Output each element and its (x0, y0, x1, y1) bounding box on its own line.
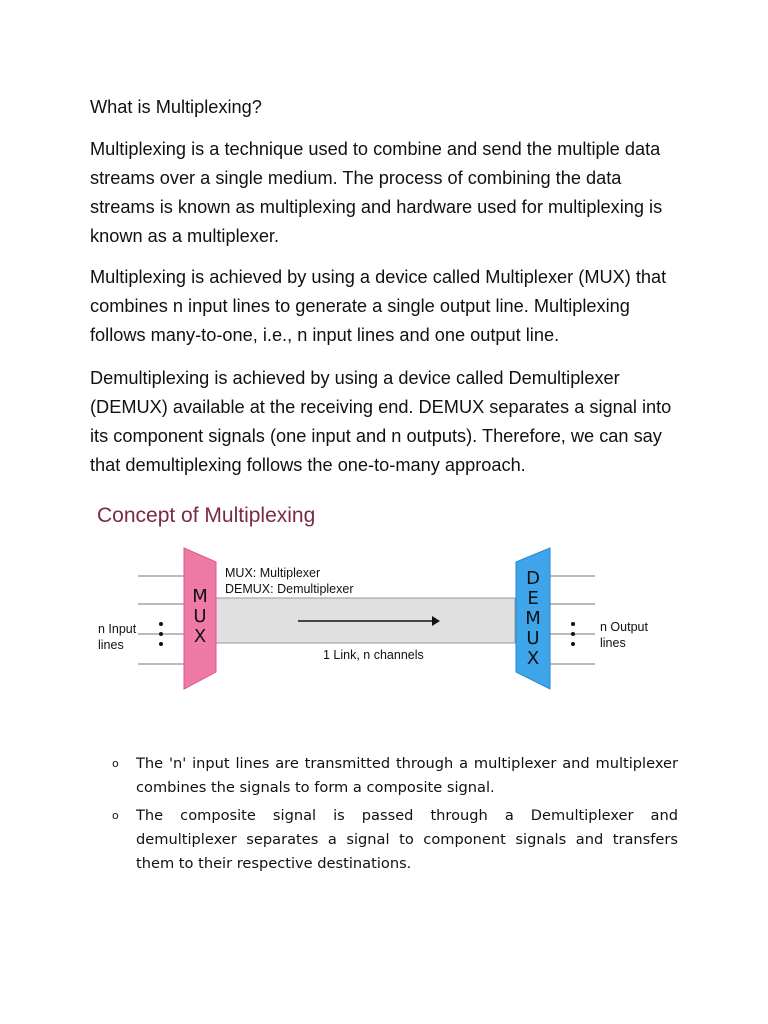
paragraph-multiplexer: Multiplexing is achieved by using a device called Multiplexer (MUX) that combines n input lines to generate a single output line. Multiplexing follows many-to-one, i.e., n input lines and one output line. (90, 267, 667, 345)
demux-letter-d: D (526, 568, 540, 589)
output-lines (550, 576, 595, 664)
bullet-text: The composite signal is passed through a Demultiplexer and demultiplexer separates a signal to component signals and transfers them to their respective destinations. (136, 807, 678, 872)
demux-letter-x: X (526, 648, 540, 669)
mux-letter-m: M (192, 586, 208, 607)
demux-letter-e: E (527, 588, 539, 609)
demux-letter-m: M (525, 608, 541, 629)
bullet-marker: o (112, 809, 119, 822)
mux-letter-x: X (193, 626, 207, 647)
legend-mux: MUX: Multiplexer (225, 566, 321, 580)
input-label-line2: lines (98, 638, 124, 652)
input-label-line1: n Input (98, 622, 137, 636)
bullet-list (112, 752, 678, 880)
list-item (112, 804, 678, 876)
paragraph-definition: Multiplexing is a technique used to combine and send the multiple data streams over a single medium. The process of combining the data streams is known as multiplexing and hardware used for multiplexing is known as a multiplexer. (90, 139, 663, 246)
input-lines (138, 576, 184, 664)
link-label: 1 Link, n channels (323, 648, 424, 662)
section-heading: What is Multiplexing? (90, 97, 262, 117)
output-label-line1: n Output (600, 620, 648, 634)
paragraph-demultiplexer: Demultiplexing is achieved by using a device called Demultiplexer (DEMUX) available at the receiving end. DEMUX separates a signal into its component signals (one input and n outputs). Therefore, we can say that demultiplexing follows the one-to-many approach. (90, 368, 672, 475)
output-ellipsis-icon (571, 622, 575, 646)
bullet-marker: o (112, 757, 119, 770)
multiplexing-diagram (80, 495, 680, 705)
input-ellipsis-icon (159, 622, 163, 646)
legend-demux: DEMUX: Demultiplexer (225, 582, 354, 596)
diagram-title: Concept of Multiplexing (97, 504, 316, 527)
list-item (112, 752, 678, 800)
demux-letter-u: U (526, 628, 540, 649)
bullet-text: The 'n' input lines are transmitted through a multiplexer and multiplexer combines the signals to form a composite signal. (136, 755, 678, 796)
mux-letter-u: U (193, 606, 207, 627)
output-label-line2: lines (600, 636, 626, 650)
